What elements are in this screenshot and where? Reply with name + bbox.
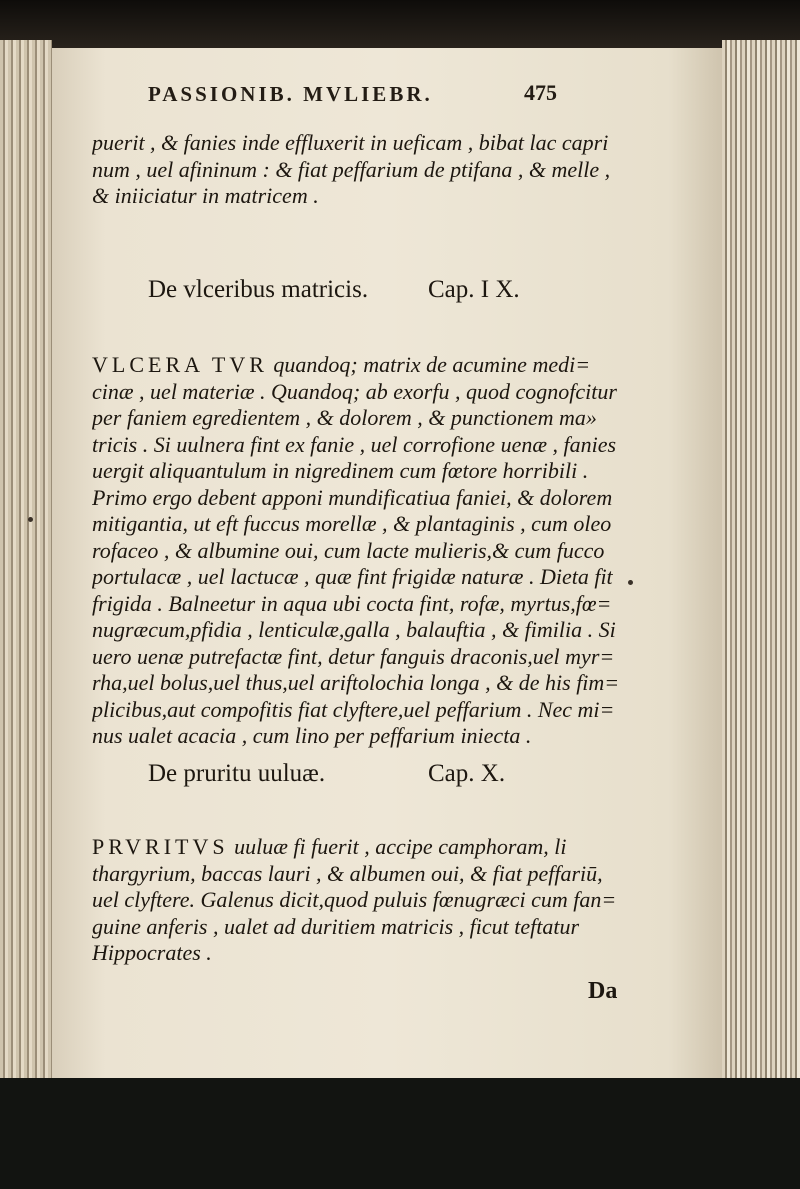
top-shadow [0,0,800,50]
right-page-edges [722,40,800,1080]
initial-word: VLCERA TVR [92,352,268,377]
text-line: nus ualet acacia , cum lino per peffarium iniecta . [92,723,532,748]
text-line: cinæ , uel materiæ . Quandoq; ab exorfu , quod cognofcitur [92,378,617,404]
initial-word: PRVRITVS [92,834,229,859]
text-line: VLCERA TVR quandoq; matrix de acumine medi= [92,352,591,377]
text-line: uero uenæ putrefactæ fint, detur fanguis draconis,uel myr= [92,643,615,669]
page-number: 475 [524,80,557,105]
text-line: per faniem egredientem , & dolorem , & punctionem ma» [92,405,597,430]
running-header: PASSIONIB. MVLIEBR. [148,82,433,106]
text-line: puerit , & fanies inde effluxerit in ueficam , bibat lac capri [92,130,609,155]
bottom-dark-area [0,1078,800,1189]
text-line: plicibus,aut compofitis fiat clyftere,uel peffarium . Nec mi= [92,696,615,722]
text-line: rofaceo , & albumine oui, cum lacte mulieris,& cum fucco [92,537,605,563]
text-line: portulacæ , uel lactucæ , quæ fint frigidæ naturæ . Dieta fit [92,564,613,589]
text-line: mitigantia, ut eft fuccus morellæ , & plantaginis , cum oleo [92,511,612,536]
text-line: thargyrium, baccas lauri , & albumen oui, & fiat peffariū, [92,860,603,886]
left-page-edges [0,40,52,1080]
text-line: Hippocrates . [92,940,212,965]
text-line: nugræcum,pfidia , lenticulæ,galla , balauftia , & fimilia . Si [92,617,616,642]
text-line: rha,uel bolus,uel thus,uel ariftolochia longa , & de his fim= [92,670,620,695]
text-line: Primo ergo debent apponi mundificatiua faniei, & dolorem [92,484,613,510]
chapter-number: Cap. I X. [428,276,520,303]
section-heading: De vlceribus matricis. [148,276,369,303]
text-line: tricis . Si uulnera fint ex fanie , uel corrofione uenæ , fanies [92,431,617,457]
intro-paragraph [92,130,668,210]
text-line: num , uel afininum : & fiat peffarium de ptifana , & melle , [92,156,611,182]
section-body [92,834,668,967]
text-line: uel clyftere. Galenus dicit,quod puluis fœnugræci cum fan= [92,887,617,912]
section-heading: De pruritu uuluæ. [148,760,326,787]
chapter-number: Cap. X. [428,760,506,787]
text-line: uergit aliquantulum in nigredinem cum fœtore horribili . [92,458,589,483]
margin-mark [28,517,33,522]
text-line: guine anferis , ualet ad duritiem matricis , ficut teftatur [92,913,580,939]
text-line: & iniiciatur in matricem . [92,183,319,208]
text-line: PRVRITVS uuluæ fi fuerit , accipe camphoram, li [92,834,567,859]
catchword: Da [588,978,618,1004]
text-line: frigida . Balneetur in aqua ubi cocta fint, rofæ, myrtus,fœ= [92,590,612,616]
section-body [92,352,668,750]
margin-mark [628,580,633,585]
